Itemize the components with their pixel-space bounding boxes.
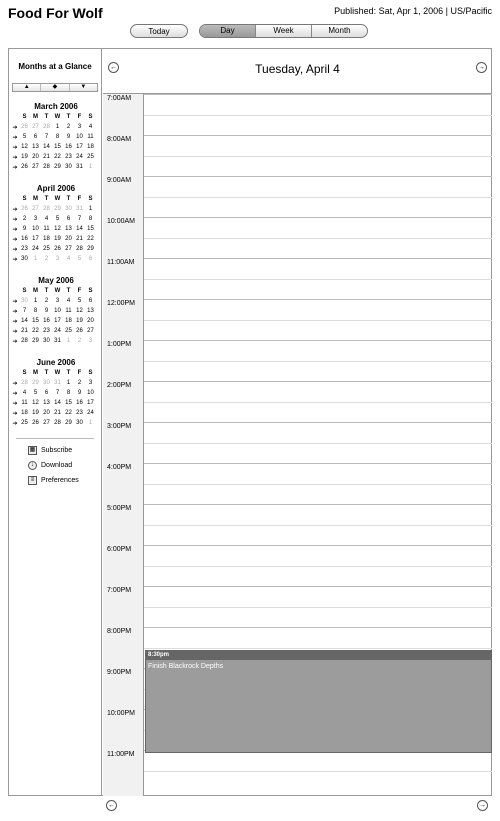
day-cell[interactable]: 15: [87, 226, 94, 232]
day-cell[interactable]: 22: [65, 410, 72, 416]
day-cell[interactable]: 14: [54, 400, 61, 406]
day-cell[interactable]: 27: [32, 124, 39, 130]
day-cell[interactable]: 27: [32, 206, 39, 212]
week-arrow-icon[interactable]: ➔: [12, 124, 18, 131]
hour-line: [144, 504, 492, 505]
day-cell[interactable]: 22: [87, 236, 94, 242]
day-cell[interactable]: 14: [76, 226, 83, 232]
mini-month-grid: [11, 368, 96, 428]
hour-line: [144, 217, 492, 218]
preferences-link[interactable]: [28, 474, 79, 486]
half-hour-line: [144, 197, 492, 198]
week-arrow-icon[interactable]: ➔: [12, 144, 18, 151]
week-arrow-icon[interactable]: ➔: [12, 410, 18, 417]
day-cell[interactable]: 9: [22, 226, 27, 232]
day-cell[interactable]: 12: [76, 308, 83, 314]
view-month-button[interactable]: Month: [311, 25, 367, 37]
mini-month-grid: [11, 194, 96, 264]
months-at-a-glance-heading: Months at a Glance: [18, 62, 92, 71]
day-cell[interactable]: 17: [54, 318, 61, 324]
week-arrow-icon[interactable]: ➔: [12, 236, 18, 243]
hour-line: [144, 94, 492, 95]
day-cell[interactable]: 8: [55, 134, 60, 140]
day-cell[interactable]: 5: [55, 216, 60, 222]
day-cell[interactable]: 2: [22, 216, 27, 222]
weekday-header: S: [22, 288, 27, 294]
day-cell[interactable]: 27: [65, 246, 72, 252]
event-time: 8:30pm: [146, 651, 491, 660]
day-cell[interactable]: 26: [21, 206, 28, 212]
week-arrow-icon[interactable]: ➔: [12, 256, 18, 263]
day-cell[interactable]: 30: [65, 164, 72, 170]
subscribe-label: Subscribe: [41, 446, 73, 454]
week-arrow-icon[interactable]: ➔: [12, 380, 18, 387]
mini-month: [11, 357, 101, 428]
day-cell[interactable]: 7: [22, 308, 27, 314]
half-hour-line: [144, 320, 492, 321]
hour-line: [144, 381, 492, 382]
day-cell[interactable]: 7: [77, 216, 82, 222]
day-cell[interactable]: 22: [54, 154, 61, 160]
day-cell[interactable]: 28: [54, 420, 61, 426]
day-cell[interactable]: 10: [32, 226, 39, 232]
day-cell[interactable]: 8: [33, 308, 38, 314]
half-hour-line: [144, 279, 492, 280]
day-cell[interactable]: 20: [43, 410, 50, 416]
day-cell[interactable]: 17: [32, 236, 39, 242]
day-cell[interactable]: 18: [65, 318, 72, 324]
weekday-header: S: [22, 114, 27, 120]
mini-month-title[interactable]: June 2006: [36, 358, 76, 367]
half-hour-line: [144, 443, 492, 444]
app-title: Food For Wolf: [8, 5, 103, 21]
week-arrow-icon[interactable]: ➔: [12, 216, 18, 223]
day-cell[interactable]: 26: [21, 164, 28, 170]
published-info: Published: Sat, Apr 1, 2006 | US/Pacific: [334, 6, 492, 16]
day-cell[interactable]: 16: [43, 318, 50, 324]
day-cell[interactable]: 1: [33, 256, 38, 262]
view-week-button[interactable]: Week: [255, 25, 311, 37]
prev-day-button-bottom[interactable]: [106, 800, 117, 811]
day-cell[interactable]: 26: [76, 328, 83, 334]
day-cell[interactable]: 6: [33, 134, 38, 140]
day-cell[interactable]: 9: [77, 390, 82, 396]
day-cell[interactable]: 30: [43, 380, 50, 386]
sidebar-divider: [16, 438, 94, 439]
hour-label: 6:00PM: [107, 546, 132, 553]
day-cell[interactable]: 3: [77, 124, 82, 130]
hour-label: 11:00PM: [107, 751, 135, 758]
day-cell[interactable]: 26: [54, 246, 61, 252]
subscribe-link[interactable]: [28, 444, 72, 456]
day-cell[interactable]: 9: [66, 134, 71, 140]
day-cell[interactable]: 28: [43, 164, 50, 170]
day-cell[interactable]: 11: [21, 400, 28, 406]
day-cell[interactable]: 3: [55, 298, 60, 304]
day-cell[interactable]: 4: [22, 390, 27, 396]
day-cell[interactable]: 18: [21, 410, 28, 416]
hour-line: [144, 176, 492, 177]
mini-month-title[interactable]: April 2006: [36, 184, 76, 193]
week-arrow-header: [11, 286, 19, 296]
day-cell[interactable]: 18: [43, 236, 50, 242]
weekday-header: W: [54, 370, 61, 376]
day-cell[interactable]: 27: [32, 164, 39, 170]
day-cell[interactable]: 19: [21, 154, 28, 160]
week-arrow-header: [11, 194, 19, 204]
day-cell[interactable]: 31: [54, 338, 61, 344]
week-arrow-icon[interactable]: ➔: [12, 298, 18, 305]
week-arrow-icon[interactable]: ➔: [12, 226, 18, 233]
weekday-header: S: [22, 370, 27, 376]
day-cell[interactable]: 20: [87, 318, 94, 324]
day-cell[interactable]: 15: [65, 400, 72, 406]
week-arrow-icon[interactable]: ➔: [12, 420, 18, 427]
day-cell[interactable]: 14: [21, 318, 28, 324]
hour-line: [144, 299, 492, 300]
day-cell[interactable]: 30: [21, 298, 28, 304]
hour-line: [144, 340, 492, 341]
day-cell[interactable]: 4: [44, 216, 49, 222]
day-cell[interactable]: 1: [33, 298, 38, 304]
weekday-header: W: [54, 288, 61, 294]
day-cell[interactable]: 16: [76, 400, 83, 406]
weekday-header: S: [88, 370, 93, 376]
week-arrow-icon[interactable]: ➔: [12, 400, 18, 407]
day-cell[interactable]: 12: [21, 144, 28, 150]
hour-label: 9:00PM: [107, 669, 132, 676]
day-cell[interactable]: 16: [65, 144, 72, 150]
arrow-left-circle-icon: ←: [110, 64, 117, 71]
hour-label: 12:00PM: [107, 300, 136, 307]
day-cell[interactable]: 3: [88, 380, 93, 386]
hour-label: 8:00PM: [107, 628, 132, 635]
weekday-header: W: [54, 196, 61, 202]
day-cell[interactable]: 28: [43, 206, 50, 212]
week-arrow-icon[interactable]: ➔: [12, 164, 18, 171]
day-cell[interactable]: 1: [88, 164, 93, 170]
hour-label: 10:00PM: [107, 710, 136, 717]
week-arrow-icon[interactable]: ➔: [12, 206, 18, 213]
week-arrow-icon[interactable]: ➔: [12, 308, 18, 315]
hour-label: 10:00AM: [107, 218, 136, 225]
day-cell[interactable]: 30: [43, 338, 50, 344]
weekday-header: T: [66, 288, 71, 294]
day-cell[interactable]: 14: [43, 144, 50, 150]
day-cell[interactable]: 28: [43, 124, 50, 130]
half-hour-line: [144, 156, 492, 157]
day-cell[interactable]: 11: [43, 226, 50, 232]
hour-line: [144, 586, 492, 587]
day-cell[interactable]: 3: [55, 256, 60, 262]
day-cell[interactable]: 2: [77, 338, 82, 344]
mini-month-grid: [11, 286, 96, 346]
day-cell[interactable]: 28: [76, 246, 83, 252]
day-cell[interactable]: 28: [21, 338, 28, 344]
day-cell[interactable]: 7: [44, 134, 49, 140]
day-cell[interactable]: 5: [77, 298, 82, 304]
day-cell[interactable]: 6: [44, 390, 49, 396]
day-cell[interactable]: 31: [54, 380, 61, 386]
mini-month-grid: [11, 112, 96, 172]
view-day-button[interactable]: Day: [200, 25, 255, 37]
day-cell[interactable]: 2: [44, 298, 49, 304]
arrow-right-circle-icon: →: [478, 64, 485, 71]
hour-label: 9:00AM: [107, 177, 132, 184]
weekday-header: M: [33, 370, 38, 376]
day-cell[interactable]: 4: [88, 124, 93, 130]
day-cell[interactable]: 19: [76, 318, 83, 324]
day-cell[interactable]: 6: [88, 298, 93, 304]
event-block[interactable]: [145, 650, 492, 753]
event-title: Finish Blackrock Depths: [148, 663, 224, 670]
day-cell[interactable]: 5: [77, 256, 82, 262]
day-cell[interactable]: 28: [21, 380, 28, 386]
day-cell[interactable]: 19: [54, 236, 61, 242]
mini-month-title[interactable]: May 2006: [38, 276, 74, 285]
day-cell[interactable]: 24: [32, 246, 39, 252]
day-cell[interactable]: 5: [22, 134, 27, 140]
day-cell[interactable]: 24: [54, 328, 61, 334]
day-cell[interactable]: 30: [21, 256, 28, 262]
day-cell[interactable]: 3: [88, 338, 93, 344]
download-label: Download: [41, 461, 73, 469]
day-cell[interactable]: 20: [65, 236, 72, 242]
day-cell[interactable]: 25: [65, 328, 72, 334]
day-cell[interactable]: 17: [76, 144, 83, 150]
day-cell[interactable]: 30: [65, 206, 72, 212]
day-cell[interactable]: 2: [66, 124, 71, 130]
day-cell[interactable]: 20: [32, 154, 39, 160]
day-cell[interactable]: 4: [66, 256, 71, 262]
mini-month: [11, 275, 101, 346]
preferences-icon: ≡: [28, 476, 37, 485]
week-arrow-icon[interactable]: ➔: [12, 338, 18, 345]
day-cell[interactable]: 23: [43, 328, 50, 334]
weekday-header: T: [66, 370, 71, 376]
day-cell[interactable]: 8: [88, 216, 93, 222]
view-switcher: [199, 24, 368, 38]
week-arrow-icon[interactable]: ➔: [12, 318, 18, 325]
weekday-header: S: [88, 288, 93, 294]
day-cell[interactable]: 5: [33, 390, 38, 396]
day-cell[interactable]: 10: [87, 390, 94, 396]
hour-label: 7:00PM: [107, 587, 132, 594]
day-cell[interactable]: 25: [21, 420, 28, 426]
half-hour-line: [144, 238, 492, 239]
weekday-header: M: [33, 196, 38, 202]
day-cell[interactable]: 29: [32, 338, 39, 344]
weekday-header: M: [33, 114, 38, 120]
week-arrow-header: [11, 368, 19, 378]
hour-line: [144, 258, 492, 259]
day-cell[interactable]: 26: [21, 124, 28, 130]
half-hour-line: [144, 771, 492, 772]
hour-line: [144, 135, 492, 136]
day-cell[interactable]: 29: [87, 246, 94, 252]
hour-line: [144, 463, 492, 464]
day-cell[interactable]: 30: [76, 420, 83, 426]
weekday-header: T: [66, 196, 71, 202]
months-current-button[interactable]: ◆: [40, 84, 68, 91]
day-cell[interactable]: 29: [32, 380, 39, 386]
day-cell[interactable]: 13: [65, 226, 72, 232]
weekday-header: F: [77, 196, 82, 202]
mini-month: [11, 101, 101, 172]
day-cell[interactable]: 31: [76, 164, 83, 170]
day-cell[interactable]: 29: [54, 206, 61, 212]
day-cell[interactable]: 27: [87, 328, 94, 334]
weekday-header: M: [33, 288, 38, 294]
mini-month: [11, 183, 101, 264]
day-cell[interactable]: 15: [54, 144, 61, 150]
hour-label: 4:00PM: [107, 464, 132, 471]
today-button[interactable]: Today: [130, 24, 188, 38]
day-cell[interactable]: 13: [87, 308, 94, 314]
day-cell[interactable]: 13: [32, 144, 39, 150]
hour-label: 8:00AM: [107, 136, 132, 143]
next-day-button-bottom[interactable]: [477, 800, 488, 811]
day-header: [103, 48, 492, 94]
week-arrow-icon[interactable]: ➔: [12, 328, 18, 335]
day-cell[interactable]: 23: [65, 154, 72, 160]
calendar-icon: ▦: [29, 446, 36, 453]
week-arrow-icon[interactable]: ➔: [12, 154, 18, 161]
hour-label: 1:00PM: [107, 341, 132, 348]
day-cell[interactable]: 2: [77, 380, 82, 386]
weekday-header: T: [44, 370, 49, 376]
hour-line: [144, 627, 492, 628]
day-cell[interactable]: 21: [76, 236, 83, 242]
sidebar: [8, 48, 102, 796]
day-cell[interactable]: 21: [54, 410, 61, 416]
day-cell[interactable]: 29: [54, 164, 61, 170]
half-hour-line: [144, 525, 492, 526]
months-next-button[interactable]: ▼: [69, 84, 97, 91]
day-cell[interactable]: 19: [32, 410, 39, 416]
day-cell[interactable]: 7: [55, 390, 60, 396]
day-cell[interactable]: 8: [66, 390, 71, 396]
day-cell[interactable]: 11: [87, 134, 94, 140]
day-cell[interactable]: 26: [32, 420, 39, 426]
day-cell[interactable]: 3: [33, 216, 38, 222]
day-cell[interactable]: 24: [87, 410, 94, 416]
weekday-header: S: [88, 114, 93, 120]
hour-label: 2:00PM: [107, 382, 132, 389]
weekday-header: F: [77, 370, 82, 376]
day-cell[interactable]: 4: [66, 298, 71, 304]
half-hour-line: [144, 484, 492, 485]
day-cell[interactable]: 31: [76, 206, 83, 212]
weekday-header: T: [44, 196, 49, 202]
day-cell[interactable]: 21: [43, 154, 50, 160]
preferences-label: Preferences: [41, 476, 79, 484]
day-cell[interactable]: 29: [65, 420, 72, 426]
day-cell[interactable]: 23: [76, 410, 83, 416]
day-cell[interactable]: 24: [76, 154, 83, 160]
day-cell[interactable]: 16: [21, 236, 28, 242]
day-cell[interactable]: 10: [76, 134, 83, 140]
hour-line: [144, 422, 492, 423]
day-cell[interactable]: 1: [66, 380, 71, 386]
hour-label: 7:00AM: [107, 95, 132, 102]
weekday-header: W: [54, 114, 61, 120]
months-nav: [12, 83, 98, 92]
weekday-header: T: [66, 114, 71, 120]
day-cell[interactable]: 12: [32, 400, 39, 406]
mini-month-title[interactable]: March 2006: [34, 102, 78, 111]
half-hour-line: [144, 607, 492, 608]
half-hour-line: [144, 566, 492, 567]
arrow-left-circle-icon: ←: [108, 802, 115, 809]
hour-label: 3:00PM: [107, 423, 132, 430]
day-cell[interactable]: 22: [32, 328, 39, 334]
day-cell[interactable]: 12: [54, 226, 61, 232]
half-hour-line: [144, 648, 492, 649]
day-cell[interactable]: 1: [88, 206, 93, 212]
day-cell[interactable]: 18: [87, 144, 94, 150]
hour-label: 5:00PM: [107, 505, 132, 512]
day-cell[interactable]: 6: [88, 256, 93, 262]
day-cell[interactable]: 23: [21, 246, 28, 252]
next-day-button[interactable]: [476, 62, 487, 73]
day-cell[interactable]: 25: [87, 154, 94, 160]
weekday-header: S: [22, 196, 27, 202]
day-cell[interactable]: 1: [88, 420, 93, 426]
download-link[interactable]: [28, 459, 72, 471]
half-hour-line: [144, 402, 492, 403]
day-cell[interactable]: 10: [54, 308, 61, 314]
week-arrow-header: [11, 112, 19, 122]
week-arrow-icon[interactable]: ➔: [12, 390, 18, 397]
day-cell[interactable]: 15: [32, 318, 39, 324]
weekday-header: F: [77, 288, 82, 294]
week-arrow-icon[interactable]: ➔: [12, 134, 18, 141]
prev-day-button[interactable]: [108, 62, 119, 73]
weekday-header: S: [88, 196, 93, 202]
day-cell[interactable]: 9: [44, 308, 49, 314]
weekday-header: F: [77, 114, 82, 120]
download-icon: ↓: [28, 461, 37, 470]
day-cell[interactable]: 2: [44, 256, 49, 262]
weekday-header: T: [44, 288, 49, 294]
hour-label: 11:00AM: [107, 259, 135, 266]
half-hour-line: [144, 361, 492, 362]
months-prev-button[interactable]: ▲: [23, 84, 30, 90]
day-cell[interactable]: 13: [43, 400, 50, 406]
day-cell[interactable]: 11: [65, 308, 72, 314]
day-cell[interactable]: 27: [43, 420, 50, 426]
day-cell[interactable]: 1: [55, 124, 60, 130]
week-arrow-icon[interactable]: ➔: [12, 246, 18, 253]
arrow-right-circle-icon: →: [479, 802, 486, 809]
half-hour-line: [144, 115, 492, 116]
day-cell[interactable]: 17: [87, 400, 94, 406]
day-cell[interactable]: 21: [21, 328, 28, 334]
day-cell[interactable]: 25: [43, 246, 50, 252]
day-cell[interactable]: 1: [66, 338, 71, 344]
hour-line: [144, 545, 492, 546]
time-column: [103, 94, 144, 796]
weekday-header: T: [44, 114, 49, 120]
day-cell[interactable]: 6: [66, 216, 71, 222]
day-title: Tuesday, April 4: [255, 62, 340, 76]
